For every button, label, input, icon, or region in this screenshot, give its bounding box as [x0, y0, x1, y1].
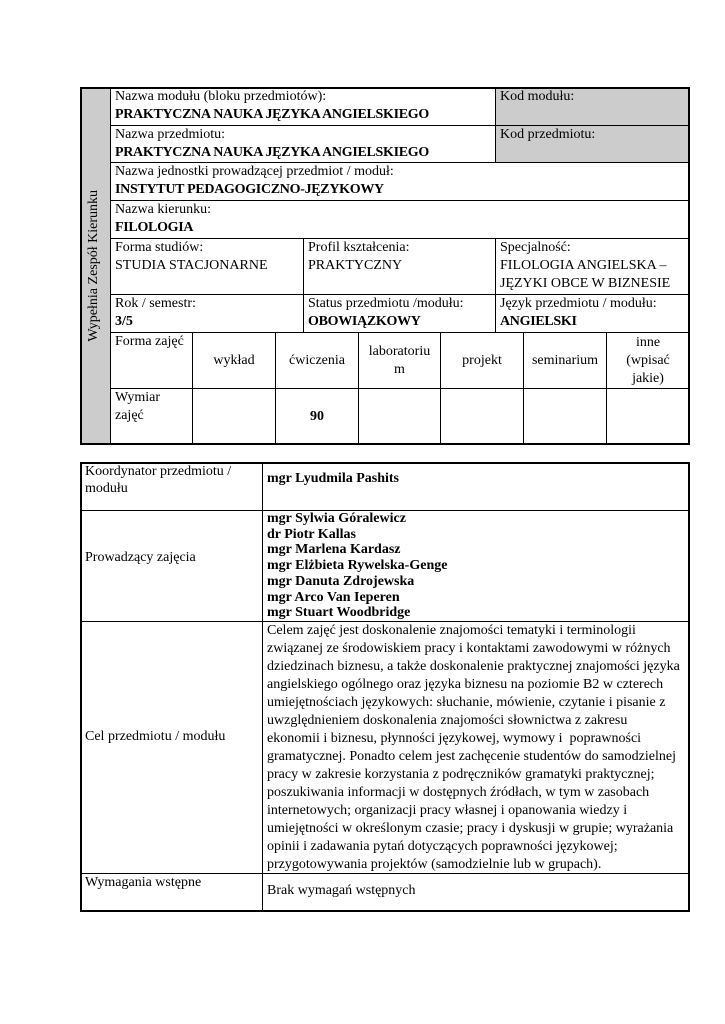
laboratory-hours-cell — [358, 388, 441, 445]
seminar-hours-cell — [523, 388, 607, 445]
specialty-label: Specjalność: — [500, 240, 571, 255]
instructors-label: Prowadzący zajęcia — [85, 550, 196, 565]
subject-code-label: Kod przedmiotu: — [500, 127, 596, 142]
status-value: OBOWIĄZKOWY — [308, 314, 421, 329]
coordinator-label-cell — [80, 462, 263, 511]
objective-text-line: gramatycznej. Ponadto celem jest zachęcenie studentów do samodzielnej — [267, 749, 676, 764]
sidebar-label-cell — [80, 87, 111, 445]
objective-text-line: poszukiwania informacji w dostępnych źródłach, w tym w zasobach — [267, 785, 650, 800]
class-form-other-label: inne — [635, 334, 661, 350]
class-form-other-cell — [606, 332, 690, 389]
subject-code-cell — [495, 125, 690, 163]
prerequisites-value-cell — [262, 873, 690, 912]
objective-text-line: opinii i zadawania pytań dotyczących poprawności językowej; — [267, 839, 618, 854]
class-form-lecture-cell — [192, 332, 276, 389]
class-form-header-cell — [110, 332, 193, 389]
sidebar-label: Wypełnia Zespół Kierunku — [85, 190, 101, 342]
class-form-exercises-label: ćwiczenia — [289, 352, 345, 368]
coordinator-label: modułu — [85, 481, 128, 496]
prerequisites-value: Brak wymagań wstępnych — [267, 883, 416, 898]
coordinator-value-cell — [262, 462, 690, 511]
class-form-header-label: Forma zajęć — [115, 334, 184, 349]
class-form-other-label: jakie) — [632, 370, 664, 386]
instructor-name: mgr Arco Van Ieperen — [267, 589, 400, 605]
study-form-value: STUDIA STACJONARNE — [115, 258, 268, 273]
class-form-seminar-label: seminarium — [531, 352, 599, 368]
course-info-table — [80, 87, 690, 445]
class-form-project-cell — [440, 332, 524, 389]
coordinator-label: Koordynator przedmiotu / — [85, 464, 232, 479]
class-form-project-label: projekt — [462, 352, 502, 368]
profile-cell — [303, 238, 496, 295]
unit-value: INSTYTUT PEDAGOGICZNO-JĘZYKOWY — [115, 182, 384, 197]
objective-text-line: umiejętnościach językowych: słuchanie, mówienie, czytanie i pisanie z — [267, 695, 666, 710]
status-label: Status przedmiotu /modułu: — [308, 296, 464, 311]
instructor-name: mgr Sylwia Góralewicz — [267, 511, 406, 526]
specialty-cell — [495, 238, 690, 295]
status-cell — [303, 294, 496, 333]
class-form-laboratory-label: m — [394, 361, 405, 377]
objective-text-line: internetowych; organizacji pracy własnej i opanowania wiedzy i — [267, 803, 628, 818]
class-form-seminar-cell — [523, 332, 607, 389]
subject-name-label: Nazwa przedmiotu: — [115, 127, 226, 142]
year-semester-cell — [110, 294, 304, 333]
objective-text-line: uwzględnieniem doskonalenia znajomości słownictwa z zakresu — [267, 713, 628, 728]
language-value: ANGIELSKI — [500, 314, 577, 329]
class-hours-label: Wymiar — [115, 390, 161, 405]
specialty-value-line: FILOLOGIA ANGIELSKA – — [500, 258, 667, 273]
instructor-name: mgr Elżbieta Rywelska-Genge — [267, 558, 448, 574]
language-cell — [495, 294, 690, 333]
instructor-name: mgr Marlena Kardasz — [267, 542, 401, 558]
class-hours-header-cell — [110, 388, 193, 445]
objective-text-cell — [262, 621, 690, 874]
module-name-value: PRAKTYCZNA NAUKA JĘZYKA ANGIELSKIEGO — [115, 107, 429, 122]
instructor-name: dr Piotr Kallas — [267, 526, 356, 542]
instructor-name: mgr Danuta Zdrojewska — [267, 573, 415, 589]
prerequisites-label-cell — [80, 873, 263, 912]
instructors-list-cell — [262, 510, 690, 622]
exercises-hours-cell — [275, 388, 359, 445]
subject-name-cell — [110, 125, 496, 163]
objective-text-line: związanej ze środowiskiem pracy i kontaktami zawodowymi w różnych — [267, 641, 671, 656]
objective-text-line: Celem zajęć jest doskonalenie znajomości tematyki i terminologii — [267, 623, 636, 638]
class-form-laboratory-cell — [358, 332, 441, 389]
profile-label: Profil kształcenia: — [308, 240, 410, 255]
objective-label-cell — [80, 621, 263, 874]
year-semester-label: Rok / semestr: — [115, 296, 196, 311]
specialty-value-line: JĘZYKI OBCE W BIZNESIE — [500, 276, 671, 291]
field-of-study-value: FILOLOGIA — [115, 220, 194, 235]
module-code-cell — [495, 87, 690, 126]
study-form-cell — [110, 238, 304, 295]
module-code-label: Kod modułu: — [500, 89, 575, 104]
profile-value: PRAKTYCZNY — [308, 258, 403, 273]
class-form-lecture-label: wykład — [213, 352, 255, 368]
project-hours-cell — [440, 388, 524, 445]
unit-label: Nazwa jednostki prowadzącej przedmiot / moduł: — [115, 164, 394, 179]
objective-text-line: przygotowywania projektów (samodzielnie lub w grupach). — [267, 857, 602, 872]
module-name-cell — [110, 87, 496, 126]
objective-text-line: pracy w zakresie korzystania z podręczników gramatyki praktycznej; — [267, 767, 655, 782]
class-form-other-label: (wpisać — [626, 352, 670, 368]
course-details-table — [80, 462, 690, 912]
year-semester-value: 3/5 — [115, 314, 133, 329]
objective-text-line: ekonomii i biznesu, płynności językowej, wymowy i poprawności — [267, 731, 642, 746]
class-form-laboratory-label: laboratoriu — [368, 343, 431, 359]
instructors-label-cell — [80, 510, 263, 622]
coordinator-value: mgr Lyudmila Pashits — [267, 471, 399, 486]
class-hours-label: zajęć — [115, 408, 144, 423]
other-hours-cell — [606, 388, 690, 445]
prerequisites-label: Wymagania wstępne — [85, 875, 202, 890]
exercises-hours-value: 90 — [310, 408, 324, 424]
class-form-exercises-cell — [275, 332, 359, 389]
objective-label: Cel przedmiotu / modułu — [85, 729, 226, 744]
objective-text-line: umiejętności w określonym czasie; pracy i dyskusji w grupie; wyrażania — [267, 821, 674, 836]
unit-cell — [110, 162, 690, 201]
instructor-name: mgr Stuart Woodbridge — [267, 605, 411, 621]
study-form-label: Forma studiów: — [115, 240, 204, 255]
objective-text-line: angielskiego ogólnego oraz języka biznesu na poziomie B2 w czterech — [267, 677, 664, 692]
field-of-study-cell — [110, 200, 690, 239]
language-label: Język przedmiotu / modułu: — [500, 296, 657, 311]
objective-text-line: dziedzinach biznesu, a także doskonalenie praktycznej znajomości języka — [267, 659, 680, 674]
subject-name-value: PRAKTYCZNA NAUKA JĘZYKA ANGIELSKIEGO — [115, 145, 429, 160]
lecture-hours-cell — [192, 388, 276, 445]
field-of-study-label: Nazwa kierunku: — [115, 202, 212, 217]
module-name-label: Nazwa modułu (bloku przedmiotów): — [115, 89, 327, 104]
